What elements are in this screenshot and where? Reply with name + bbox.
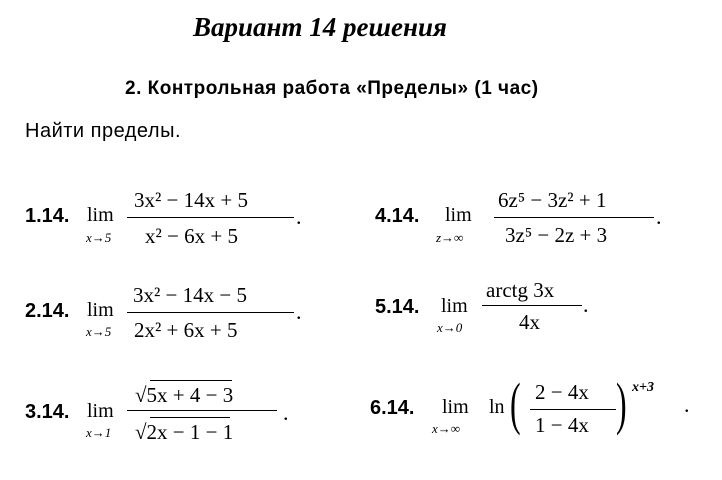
ln-label: ln — [489, 396, 505, 418]
lim-subscript: x→5 — [86, 324, 112, 339]
open-paren: ( — [510, 371, 521, 436]
lim-label: lim — [445, 204, 472, 226]
sqrt-overline — [150, 380, 232, 381]
problem-number: 1.14. — [25, 205, 70, 227]
end-dot: . — [296, 299, 302, 324]
end-dot: . — [283, 400, 289, 425]
end-dot: . — [296, 204, 302, 229]
close-paren: ) — [616, 371, 627, 436]
lim-subscript: x→1 — [86, 425, 112, 440]
exponent: x+3 — [632, 380, 654, 395]
numerator: 6z⁵ − 3z² + 1 — [498, 188, 607, 212]
lim-label: lim — [87, 400, 114, 422]
problem-number: 5.14. — [375, 296, 420, 318]
problem-number: 2.14. — [25, 300, 70, 322]
numerator: 2 − 4x — [535, 380, 589, 404]
lim-label: lim — [441, 295, 468, 317]
end-dot: . — [583, 292, 589, 317]
lim-label: lim — [442, 396, 469, 418]
lim-label: lim — [87, 204, 114, 226]
denominator: 3z⁵ − 2z + 3 — [505, 223, 608, 247]
denominator: x² − 6x + 5 — [145, 224, 238, 248]
denominator: 4x — [519, 310, 540, 334]
numerator: arctg 3x — [486, 278, 555, 302]
problem-number: 3.14. — [25, 401, 70, 423]
lim-label: lim — [87, 299, 114, 321]
denominator: 2x² + 6x + 5 — [134, 318, 238, 342]
lim-subscript: z→∞ — [436, 230, 464, 245]
fraction-bar — [482, 305, 582, 306]
numerator: 3x² − 14x − 5 — [133, 283, 247, 307]
problem-number: 4.14. — [375, 205, 420, 227]
end-dot: . — [684, 392, 690, 417]
variant-title: Вариант 14 решения — [193, 12, 447, 42]
lim-subscript: x→∞ — [432, 421, 461, 436]
numerator: √5x + 4 − 3 — [135, 383, 234, 407]
task-text: Найти пределы. — [25, 120, 181, 142]
lim-subscript: x→5 — [86, 230, 112, 245]
problem-number: 6.14. — [370, 397, 415, 419]
fraction-bar — [127, 217, 294, 218]
fraction-bar — [127, 312, 294, 313]
lim-subscript: x→0 — [437, 320, 463, 335]
fraction-bar — [494, 217, 654, 218]
fraction-bar — [530, 409, 616, 410]
denominator: 1 − 4x — [535, 413, 589, 437]
denominator: √2x − 1 − 1 — [135, 420, 234, 444]
fraction-bar — [127, 410, 277, 411]
end-dot: . — [656, 204, 662, 229]
numerator: 3x² − 14x + 5 — [134, 188, 248, 212]
section-title: 2. Контрольная работа «Пределы» (1 час) — [125, 78, 539, 99]
sqrt-overline — [150, 417, 230, 418]
